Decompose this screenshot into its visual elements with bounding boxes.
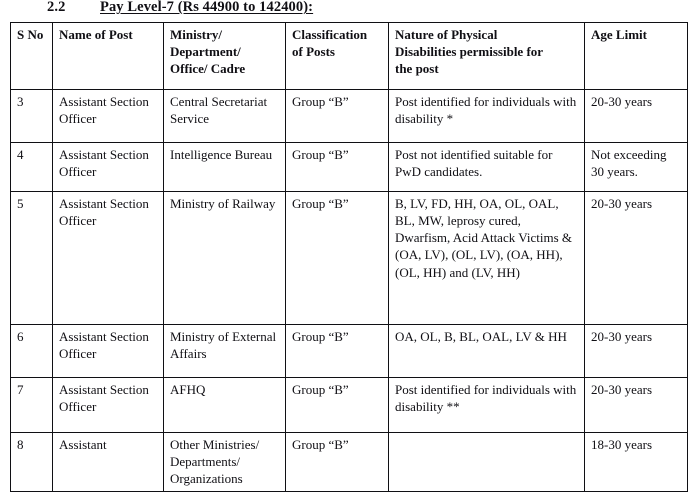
section-heading <box>47 0 313 16</box>
column-header-ministry-line3: Office/ Cadre <box>170 61 246 77</box>
table-row <box>11 433 688 492</box>
column-header-sno: S No <box>11 23 53 90</box>
column-header-classification <box>286 23 389 90</box>
cell-classification: Group “B” <box>286 325 389 378</box>
cell-name-of-post: Assistant Section Officer <box>53 143 164 192</box>
column-header-disabilities <box>389 23 585 90</box>
cell-name-of-post: Assistant Section Officer <box>53 192 164 325</box>
column-header-name-of-post: Name of Post <box>53 23 164 90</box>
cell-ministry: Intelligence Bureau <box>164 143 286 192</box>
column-header-ministry <box>164 23 286 90</box>
cell-disabilities: Post identified for individuals with disability ** <box>389 378 585 433</box>
table-row <box>11 143 688 192</box>
pay-level-table-wrapper <box>10 22 687 492</box>
table-row <box>11 192 688 325</box>
column-header-disabilities-line1: Nature of Physical <box>395 27 498 42</box>
table-row <box>11 325 688 378</box>
cell-classification: Group “B” <box>286 433 389 492</box>
cell-name-of-post: Assistant Section Officer <box>53 325 164 378</box>
cell-ministry: Ministry of Railway <box>164 192 286 325</box>
cell-ministry: Other Ministries/ Departments/ Organizations <box>164 433 286 492</box>
cell-age-limit: 20-30 years <box>585 90 688 143</box>
section-title: Pay Level-7 (Rs 44900 to 142400): <box>100 0 314 15</box>
cell-ministry: Ministry of External Affairs <box>164 325 286 378</box>
cell-disabilities <box>389 433 585 492</box>
cell-age-limit: Not exceeding 30 years. <box>585 143 688 192</box>
cell-sno: 6 <box>11 325 53 378</box>
column-header-disabilities-line2: Disabilities permissible for <box>395 44 544 60</box>
cell-classification: Group “B” <box>286 143 389 192</box>
column-header-classification-line1: Classification <box>292 27 368 42</box>
cell-classification: Group “B” <box>286 90 389 143</box>
cell-age-limit: 18-30 years <box>585 433 688 492</box>
column-header-ministry-line1: Ministry/ <box>170 27 222 42</box>
pay-level-table <box>10 22 688 492</box>
cell-disabilities: Post not identified suitable for PwD candidates. <box>389 143 585 192</box>
cell-sno: 4 <box>11 143 53 192</box>
column-header-disabilities-line3: the post <box>395 61 439 77</box>
cell-sno: 8 <box>11 433 53 492</box>
cell-sno: 3 <box>11 90 53 143</box>
table-header-row <box>11 23 688 90</box>
cell-sno: 7 <box>11 378 53 433</box>
cell-sno: 5 <box>11 192 53 325</box>
cell-disabilities: B, LV, FD, HH, OA, OL, OAL, BL, MW, leprosy cured, Dwarfism, Acid Attack Victims & (OA, LV), (OL, LV), (OA, HH), (OL, HH) and (LV, HH) <box>389 192 585 325</box>
section-number: 2.2 <box>47 0 66 15</box>
cell-classification: Group “B” <box>286 378 389 433</box>
cell-age-limit: 20-30 years <box>585 192 688 325</box>
cell-name-of-post: Assistant <box>53 433 164 492</box>
cell-ministry: AFHQ <box>164 378 286 433</box>
column-header-classification-line2: of Posts <box>292 44 335 60</box>
cell-name-of-post: Assistant Section Officer <box>53 90 164 143</box>
table-row <box>11 378 688 433</box>
cell-ministry: Central Secretariat Service <box>164 90 286 143</box>
cell-age-limit: 20-30 years <box>585 325 688 378</box>
cell-classification: Group “B” <box>286 192 389 325</box>
column-header-ministry-line2: Department/ <box>170 44 241 60</box>
cell-disabilities: OA, OL, B, BL, OAL, LV & HH <box>389 325 585 378</box>
table-row <box>11 90 688 143</box>
column-header-age-limit: Age Limit <box>585 23 688 90</box>
cell-disabilities: Post identified for individuals with disability * <box>389 90 585 143</box>
table-body <box>11 90 688 492</box>
cell-name-of-post: Assistant Section Officer <box>53 378 164 433</box>
cell-age-limit: 20-30 years <box>585 378 688 433</box>
